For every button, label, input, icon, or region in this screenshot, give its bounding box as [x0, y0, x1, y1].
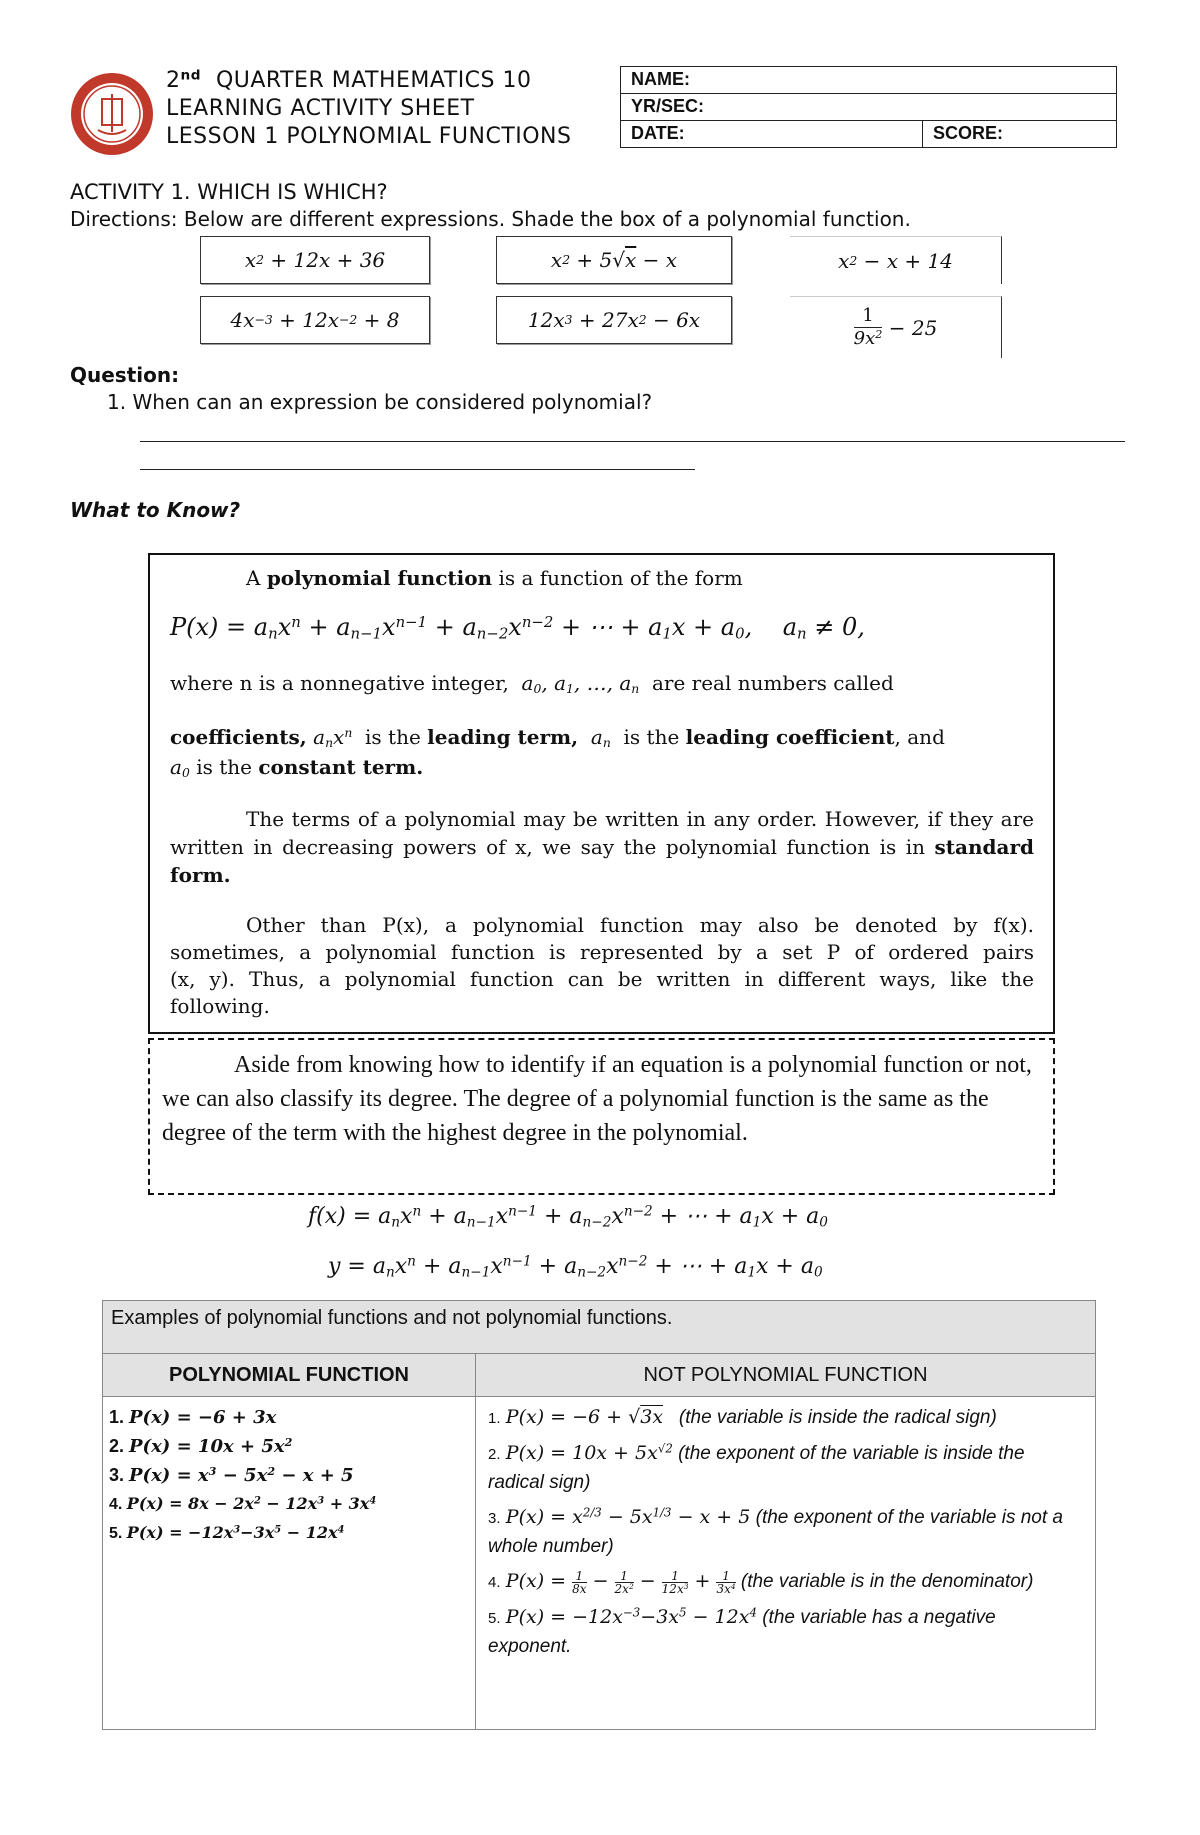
definition-terms-line: coefficients, $a_nx^n$ is the leading term, $a_n$ is the leading coefficient, and: [170, 725, 945, 751]
polynomial-example-3: 3. $P(x) = x^3 - 5x^2 - x + 5$: [109, 1464, 354, 1486]
name-field[interactable]: NAME:: [631, 69, 690, 89]
yrsec-field[interactable]: YR/SEC:: [631, 96, 705, 116]
column-header-polynomial: POLYNOMIAL FUNCTION: [103, 1354, 476, 1397]
expression-box-6[interactable]: 1 $9x^2$ − 25: [790, 296, 1002, 358]
expression-box-4[interactable]: 4x −3 + 12x −2 + 8: [200, 296, 430, 344]
not-polynomial-example-1: 1. P(x) = −6 + √3x (the variable is inside the radical sign): [488, 1406, 997, 1428]
definition-constant-line: $a_0$ is the constant term.: [170, 755, 424, 781]
answer-line-1[interactable]: [140, 441, 1125, 442]
examples-table: [102, 1300, 1096, 1730]
not-polynomial-example-5: 5. $P(x) = -12x^{-3}-3x^5 - 12x^4$ (the variable has a negative exponent.: [488, 1605, 996, 1657]
degree-note-text: Aside from knowing how to identify if an equation is a polynomial function or not, we can also classify its degree. The degree of a polynomial function is the same as the degree of the term with the highest degree in the polynomial.: [162, 1052, 1032, 1146]
definition-notation-line4: following.: [170, 994, 270, 1018]
polynomial-example-5: 5. $P(x) = -12x^3-3x^5 - 12x^4$: [109, 1523, 345, 1542]
expression-box-5[interactable]: 12x 3 + 27x 2 − 6x: [496, 296, 732, 344]
not-polynomial-example-4: 4. P(x) = $\frac{1}{8x}$ − $\frac{1}{2x^2}$ − $\frac{1}{12x^3}$ + $\frac{1}{3x^4}$ (the variable is in the denominator): [488, 1568, 1034, 1596]
definition-intro: A polynomial function is a function of the form: [246, 566, 743, 590]
not-polynomial-example-2: 2. $P(x) = 10x + 5x^{√2}$ (the exponent of the variable is inside the radical sign): [488, 1441, 1025, 1493]
polynomial-examples-cell: [103, 1397, 476, 1730]
answer-line-2[interactable]: [140, 469, 695, 470]
general-form-formula: $P(x) = a_nx^n + a_{n-1}x^{n-1} + a_{n-2}x^{n-2}$ + ⋯ + $a_1x + a_0$, $a_n \ne 0$,: [170, 612, 865, 643]
formula-y: $y = a_nx^n + a_{n-1}x^{n-1} + a_{n-2}x^{n-2}$ + ⋯ + $a_1x + a_0$: [328, 1253, 823, 1281]
definition-notation-line1: Other than P(x), a polynomial function may also be denoted by f(x).: [246, 913, 1034, 937]
section-what-to-know: What to Know?: [70, 498, 241, 522]
formula-f-of-x: $f(x) = a_nx^n + a_{n-1}x^{n-1} + a_{n-2}x^{n-2}$ + ⋯ + $a_1x + a_0$: [308, 1203, 828, 1231]
polynomial-example-1: 1. P(x) = −6 + 3x: [109, 1407, 277, 1428]
examples-caption: Examples of polynomial functions and not polynomial functions.: [103, 1301, 1096, 1354]
degree-note-box: [148, 1038, 1055, 1195]
definition-standard-form-paragraph: The terms of a polynomial may be written in any order. However, if they are written in decreasing powers of x, we say the polynomial function is in standard form.: [170, 807, 1035, 887]
definition-where-line: where n is a nonnegative integer, $a_0$, $a_1$, …, $a_n$ are real numbers called: [170, 671, 894, 697]
activity-title: ACTIVITY 1. WHICH IS WHICH?: [70, 180, 388, 204]
question-1: 1. When can an expression be considered polynomial?: [107, 390, 653, 414]
student-info-table: [620, 66, 1117, 148]
question-label: Question:: [70, 363, 180, 387]
definition-notation-line3: (x, y). Thus, a polynomial function can be written in different ways, like the: [170, 967, 1034, 991]
definition-box: [148, 553, 1055, 1034]
polynomial-example-4: 4. $P(x) = 8x - 2x^2 - 12x^3 + 3x^4$: [109, 1494, 377, 1513]
header-title-line1: 2nd QUARTER MATHEMATICS 10: [166, 67, 532, 93]
activity-directions: Directions: Below are different expressions. Shade the box of a polynomial function.: [70, 207, 911, 231]
date-field[interactable]: DATE:: [621, 121, 923, 147]
definition-notation-line2: sometimes, a polynomial function is represented by a set P of ordered pairs: [170, 940, 1034, 964]
not-polynomial-examples-cell: [476, 1397, 1096, 1730]
column-header-not-polynomial: NOT POLYNOMIAL FUNCTION: [476, 1354, 1096, 1397]
header-title-line2: LEARNING ACTIVITY SHEET: [166, 96, 475, 121]
expression-box-2[interactable]: x 2 + 5√ x − x: [496, 236, 732, 284]
score-field[interactable]: SCORE:: [933, 123, 1004, 143]
school-seal-logo: [70, 72, 154, 156]
polynomial-example-2: 2. $P(x) = 10x + 5x^2$: [109, 1435, 293, 1457]
expression-box-1[interactable]: x 2 + 12x + 36: [200, 236, 430, 284]
header-title-line3: LESSON 1 POLYNOMIAL FUNCTIONS: [166, 124, 572, 149]
not-polynomial-example-3: 3. $P(x) = x^{2/3} - 5x^{1/3} - x + 5$ (the exponent of the variable is not a whole number): [488, 1505, 1063, 1557]
expression-box-3[interactable]: x 2 − x + 14: [790, 236, 1002, 284]
